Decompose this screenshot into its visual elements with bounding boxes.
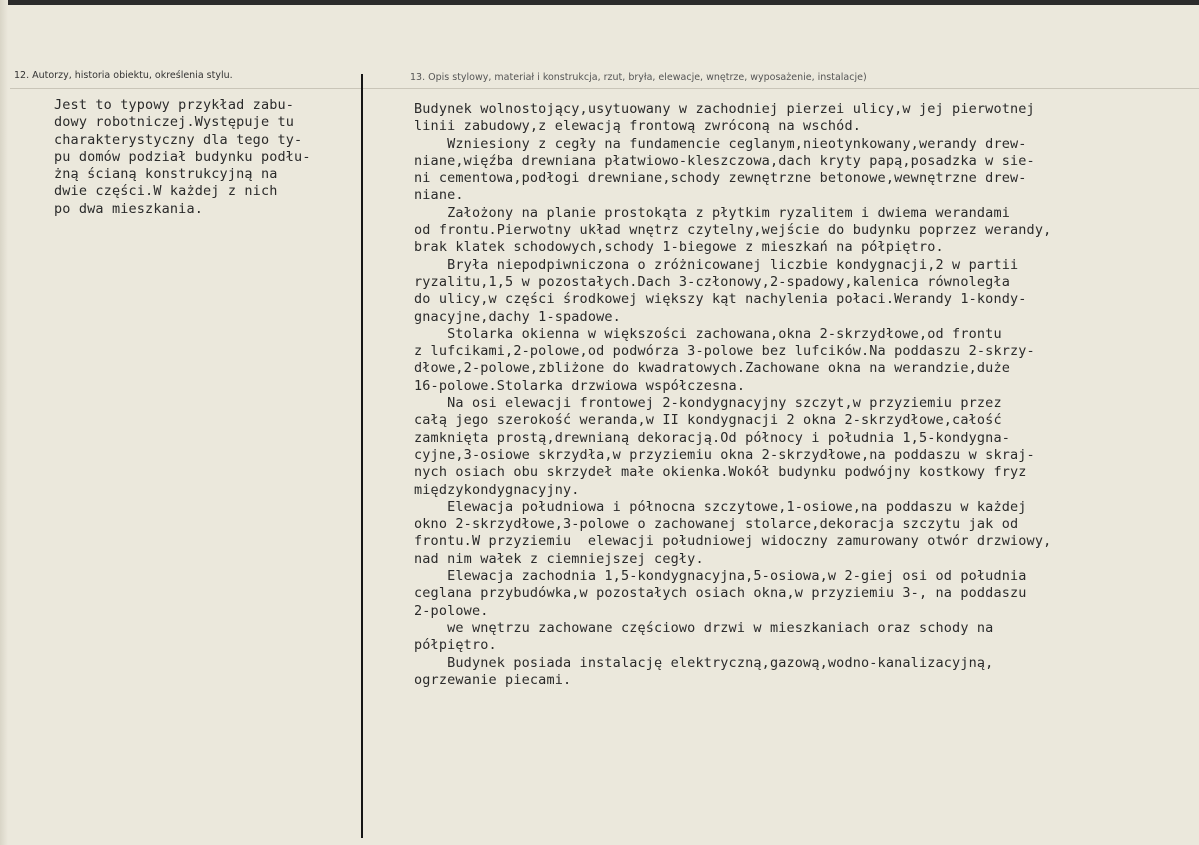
- text-line: Budynek wolnostojący,usytuowany w zachodniej pierzei ulicy,w jej pierwotnej: [414, 101, 1035, 117]
- text-line: dwie części.W każdej z nich: [54, 183, 278, 200]
- right-column-text: [414, 101, 1051, 689]
- text-line: charakterystyczny dla tego ty-: [54, 131, 303, 148]
- text-line: niane,więźba drewniana płatwiowo-kleszczowa,dach kryty papą,posadzka w sie-: [414, 152, 1035, 169]
- column-divider: [361, 74, 363, 838]
- text-line: frontu.W przyziemiu elewacji południowej widoczny zamurowany otwór drzwiowy,: [414, 533, 1052, 550]
- text-line: ryzalitu,1,5 w pozostałych.Dach 3-członowy,2-spadowy,kalenica równoległa: [414, 273, 1010, 290]
- text-line: 2-polowe.: [414, 602, 489, 619]
- text-line: ni cementowa,podłogi drewniane,schody zewnętrzne betonowe,wewnętrzne drew-: [414, 170, 1027, 187]
- text-line: dowy robotniczej.Występuje tu: [54, 114, 295, 131]
- text-line: Założony na planie prostokąta z płytkim ryzalitem i dwiema werandami: [414, 204, 1010, 221]
- text-line: półpiętro.: [414, 637, 497, 654]
- text-line: całą jego szerokość weranda,w II kondygnacji 2 okna 2-skrzydłowe,całość: [414, 412, 1002, 429]
- text-line: we wnętrzu zachowane częściowo drzwi w mieszkaniach oraz schody na: [414, 619, 994, 636]
- left-column-text: [54, 97, 311, 218]
- text-line: z lufcikami,2-polowe,od podwórza 3-polowe bez lufcików.Na poddaszu 2-skrzy-: [414, 343, 1035, 360]
- top-border: [0, 0, 1199, 5]
- text-line: Elewacja zachodnia 1,5-kondygnacyjna,5-osiowa,w 2-giej osi od południa: [414, 568, 1027, 585]
- text-line: Elewacja południowa i północna szczytowe,1-osiowe,na poddaszu w każdej: [414, 498, 1027, 515]
- text-line: Budynek posiada instalację elektryczną,gazową,wodno-kanalizacyjną,: [414, 654, 994, 671]
- text-line: pu domów podział budynku podłu-: [54, 148, 311, 165]
- text-line: okno 2-skrzydłowe,3-polowe o zachowanej stolarce,dekoracja szczytu jak od: [414, 516, 1019, 533]
- text-line: Wzniesiony z cegły na fundamencie ceglanym,nieotynkowany,werandy drew-: [414, 135, 1027, 152]
- text-line: nych osiach obu skrzydeł małe okienka.Wokół budynku podwójny kostkowy fryz: [414, 464, 1027, 481]
- text-line: gnacyjne,dachy 1-spadowe.: [414, 308, 621, 325]
- text-line: niane.: [414, 187, 464, 204]
- text-line: do ulicy,w części środkowej większy kąt nachylenia połaci.Werandy 1-kondy-: [414, 291, 1027, 308]
- text-line: Stolarka okienna w większości zachowana,okna 2-skrzydłowe,od frontu: [414, 325, 1002, 342]
- text-line: ceglana przybudówka,w pozostałych osiach okna,w przyziemiu 3-, na poddaszu: [414, 585, 1027, 602]
- text-line: linii zabudowy,z elewacją frontową zwróconą na wschód.: [414, 118, 861, 135]
- text-line: od frontu.Pierwotny układ wnętrz czytelny,wejście do budynku poprzez werandy,: [414, 222, 1052, 239]
- text-line: zamknięta prostą,drewnianą dekoracją.Od północy i południa 1,5-kondygna-: [414, 429, 1010, 446]
- text-line: międzykondygnacyjny.: [414, 481, 580, 498]
- text-line: po dwa mieszkania.: [54, 200, 203, 217]
- text-line: nad nim wałek z ciemniejszej cegły.: [414, 550, 704, 567]
- text-line: Jest to typowy przykład zabu-: [54, 97, 295, 113]
- header-rule: [10, 88, 1199, 89]
- text-line: brak klatek schodowych,schody 1-biegowe z mieszkań na półpiętro.: [414, 239, 944, 256]
- text-line: dłowe,2-polowe,zbliżone do kwadratowych.Zachowane okna na werandzie,duże: [414, 360, 1010, 377]
- text-line: Bryła niepodpiwniczona o zróżnicowanej liczbie kondygnacji,2 w partii: [414, 256, 1019, 273]
- text-line: 16-polowe.Stolarka drzwiowa współczesna.: [414, 377, 746, 394]
- left-column-header: 12. Autorzy, historia obiektu, określenia stylu.: [14, 70, 233, 81]
- text-line: żną ścianą konstrukcyjną na: [54, 166, 278, 183]
- text-line: ogrzewanie piecami.: [414, 671, 572, 688]
- text-line: Na osi elewacji frontowej 2-kondygnacyjny szczyt,w przyziemiu przez: [414, 395, 1002, 412]
- text-line: cyjne,3-osiowe skrzydła,w przyziemiu okna 2-skrzydłowe,na poddaszu w skraj-: [414, 446, 1035, 463]
- page-edge: [0, 0, 8, 845]
- right-column-header: 13. Opis stylowy, materiał i konstrukcja, rzut, bryła, elewacje, wnętrze, wyposażenie, instalacje): [410, 72, 867, 83]
